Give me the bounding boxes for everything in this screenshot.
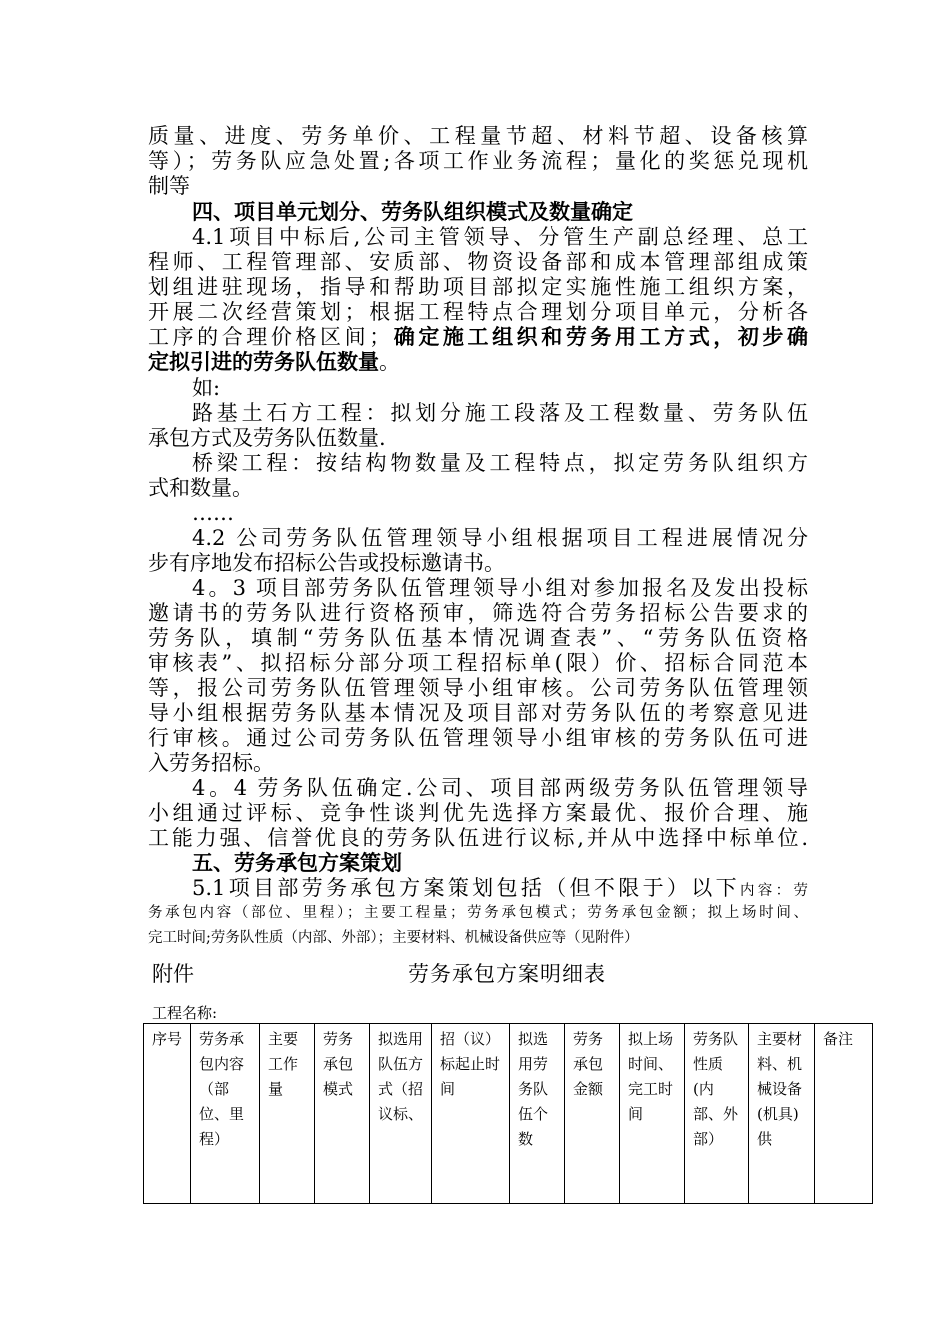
- table-header-cell: 招（议）标起止时间: [432, 1024, 510, 1204]
- bold-text-run: 定拟引进的劳务队伍数量: [148, 350, 379, 374]
- paragraph-4-3: 行审核。通过公司劳务队伍管理领导小组审核的劳务队伍可进: [148, 726, 808, 750]
- paragraph-4-1: 划组进驻现场，指导和帮助项目部拟定实施性施工组织方案，: [148, 275, 808, 299]
- paragraph-4-3: 4。3 项目部劳务队伍管理领导小组对参加报名及发出投标: [192, 576, 808, 600]
- paragraph-4-3: 审核表”、拟招标分部分项工程招标单(限）价、招标合同范本: [148, 651, 808, 675]
- table-header-cell: 拟选用队伍方式（招议标、: [370, 1024, 432, 1204]
- paragraph-4-1: 程师、工程管理部、安质部、物资设备部和成本管理部组成策: [148, 250, 808, 274]
- table-header-cell: 主要工作量: [260, 1024, 315, 1204]
- paragraph-4-1: 开展二次经营策划；根据工程特点合理划分项目单元，分析各: [148, 300, 808, 324]
- text-run: 。: [379, 350, 400, 374]
- paragraph-4-3: 导小组根据劳务队基本情况及项目部对劳务队伍的考察意见进: [148, 701, 808, 725]
- table-header-cell: 劳务承包模式: [315, 1024, 370, 1204]
- table-header-cell: 拟上场时间、完工时间: [620, 1024, 685, 1204]
- table-header-cell: 主要材料、机械设备(机具)供: [749, 1024, 815, 1204]
- text-run: 5.1项目部劳务承包方案策划包括（但不限于）以下: [192, 876, 740, 900]
- example-bridge: 桥梁工程：按结构物数量及工程特点，拟定劳务队组织方: [192, 451, 808, 475]
- section-heading-4: 四、项目单元划分、劳务队组织模式及数量确定: [192, 200, 633, 224]
- table-header-cell: 劳务承包内容（部位、里程）: [191, 1024, 260, 1204]
- labor-contract-detail-table: [143, 1023, 873, 1204]
- text-run: 工序的合理价格区间；: [148, 325, 391, 349]
- project-name-label: 工程名称:: [152, 1004, 218, 1022]
- paragraph-4-3: 劳务队，填制“劳务队伍基本情况调查表”、“劳务队伍资格: [148, 626, 808, 650]
- paragraph-4-4: 工能力强、信誉优良的劳务队伍进行议标,并从中选择中标单位.: [148, 826, 808, 850]
- paragraph-4-1: [148, 350, 808, 374]
- body-text-line: 等）；劳务队应急处置;各项工作业务流程；量化的奖惩兑现机: [148, 149, 808, 173]
- paragraph-4-4: 小组通过评标、竞争性谈判优先选择方案最优、报价合理、施: [148, 801, 808, 825]
- ellipsis: ……: [192, 501, 234, 525]
- example-bridge: 式和数量。: [148, 476, 253, 500]
- section-heading-5: 五、劳务承包方案策划: [192, 851, 402, 875]
- paragraph-4-2: 4.2 公司劳务队伍管理领导小组根据项目工程进展情况分: [192, 526, 808, 550]
- small-text-run: 内容：劳: [739, 883, 808, 899]
- example-subgrade: 路基土石方工程：拟划分施工段落及工程数量、劳务队伍: [192, 401, 808, 425]
- paragraph-4-3: 入劳务招标。: [148, 751, 274, 775]
- appendix-label: 附件: [152, 962, 194, 986]
- example-subgrade: 承包方式及劳务队伍数量.: [148, 426, 386, 450]
- appendix-table-title: 劳务承包方案明细表: [408, 962, 606, 986]
- paragraph-5-1: [192, 876, 808, 903]
- table-header-cell: 劳务承包金额: [565, 1024, 620, 1204]
- paragraph-4-3: 等，报公司劳务队伍管理领导小组审核。公司劳务队伍管理领: [148, 676, 808, 700]
- table-header-cell: 劳务队性质(内部、外部）: [685, 1024, 749, 1204]
- body-text-line: 质量、进度、劳务单价、工程量节超、材料节超、设备核算: [148, 124, 808, 148]
- paragraph-5-1: 务承包内容（部位、里程）；主要工程量；劳务承包模式；劳务承包金额；拟上场时间、: [148, 905, 808, 921]
- paragraph-4-4: 4。4 劳务队伍确定.公司、项目部两级劳务队伍管理领导: [192, 776, 808, 800]
- table-header-cell: 拟选用劳务队伍个数: [510, 1024, 565, 1204]
- paragraph-4-2: 步有序地发布招标公告或投标邀请书。: [148, 551, 505, 575]
- example-intro: 如:: [192, 376, 221, 400]
- paragraph-5-1: 完工时间;劳务队性质（内部、外部）；主要材料、机械设备供应等（见附件）: [148, 930, 639, 946]
- paragraph-4-1: 4.1项目中标后,公司主管领导、分管生产副总经理、总工: [192, 225, 808, 249]
- body-text-line: 制等: [148, 174, 190, 198]
- table-header-row: [144, 1024, 873, 1204]
- bold-text-run: 确定施工组织和劳务用工方式，初步确: [390, 325, 809, 349]
- paragraph-4-3: 邀请书的劳务队进行资格预审，筛选符合劳务招标公告要求的: [148, 601, 808, 625]
- paragraph-4-1: [148, 325, 808, 349]
- table-header-cell: 序号: [144, 1024, 191, 1204]
- table-header-cell: 备注: [815, 1024, 873, 1204]
